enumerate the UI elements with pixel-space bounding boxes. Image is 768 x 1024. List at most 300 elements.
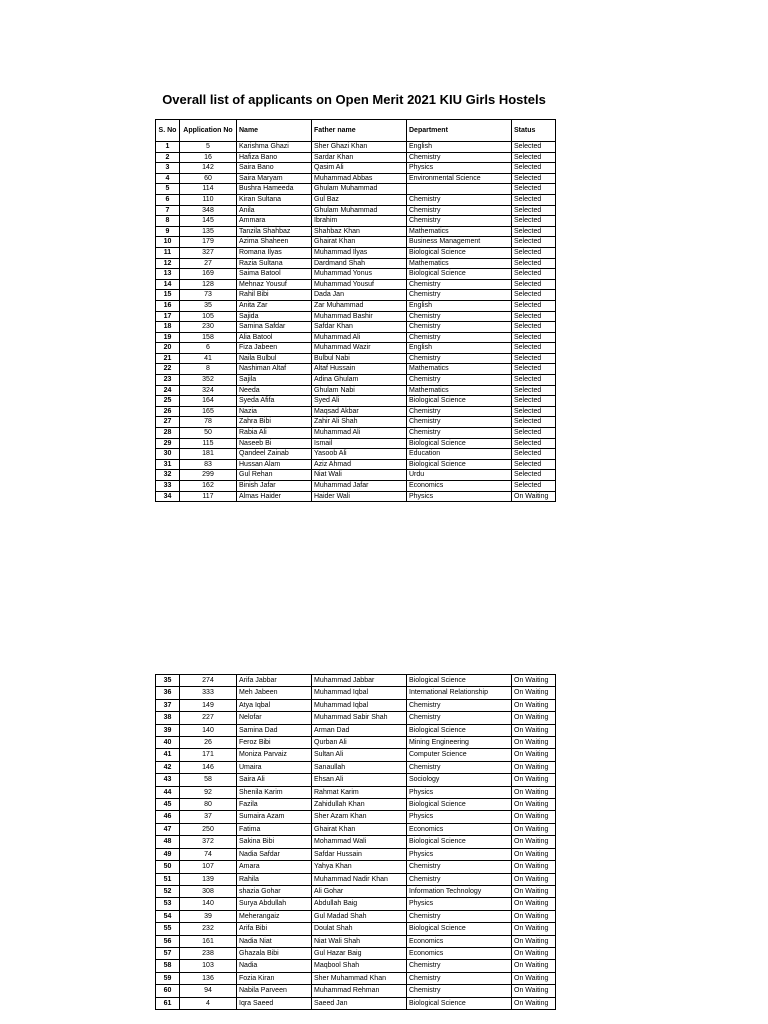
serial-number-cell: 44 (156, 786, 180, 798)
department-cell: English (407, 142, 512, 153)
department-cell: Biological Science (407, 459, 512, 470)
father-name-cell: Syed Ali (312, 396, 407, 407)
serial-number-cell: 14 (156, 279, 180, 290)
status-cell: Selected (512, 152, 556, 163)
application-number-cell: 162 (180, 481, 237, 492)
department-cell: Chemistry (407, 861, 512, 873)
serial-number-cell: 53 (156, 898, 180, 910)
table-row (156, 675, 556, 687)
table-row (156, 972, 556, 984)
status-cell: Selected (512, 247, 556, 258)
department-cell: Economics (407, 935, 512, 947)
applicant-name-cell: Saira Bano (237, 163, 312, 174)
applicant-name-cell: Saira Maryam (237, 173, 312, 184)
department-cell: Biological Science (407, 997, 512, 1009)
table-row (156, 142, 556, 153)
father-name-cell: Zahir Ali Shah (312, 417, 407, 428)
department-cell: Chemistry (407, 873, 512, 885)
application-number-cell: 169 (180, 269, 237, 280)
department-cell: Chemistry (407, 205, 512, 216)
status-cell: Selected (512, 406, 556, 417)
status-cell: On Waiting (512, 712, 556, 724)
department-cell: Physics (407, 163, 512, 174)
department-cell: Chemistry (407, 406, 512, 417)
father-name-cell: Altaf Hussain (312, 364, 407, 375)
status-cell: Selected (512, 269, 556, 280)
serial-number-cell: 4 (156, 173, 180, 184)
father-name-cell: Ghulam Nabi (312, 385, 407, 396)
serial-number-cell: 36 (156, 687, 180, 699)
status-cell: On Waiting (512, 848, 556, 860)
status-cell: Selected (512, 364, 556, 375)
father-name-cell: Muhammad Sabir Shah (312, 712, 407, 724)
applicants-table-page-2 (155, 674, 556, 1010)
serial-number-cell: 3 (156, 163, 180, 174)
serial-number-cell: 42 (156, 761, 180, 773)
table-row (156, 836, 556, 848)
table-row (156, 786, 556, 798)
serial-number-cell: 10 (156, 237, 180, 248)
father-name-cell: Arman Dad (312, 724, 407, 736)
applicant-name-cell: Binish Jafar (237, 481, 312, 492)
serial-number-cell: 50 (156, 861, 180, 873)
department-cell: Environmental Science (407, 173, 512, 184)
application-number-cell: 179 (180, 237, 237, 248)
department-cell: Chemistry (407, 712, 512, 724)
application-number-cell: 78 (180, 417, 237, 428)
father-name-cell: Muhammad Jafar (312, 481, 407, 492)
department-cell: Biological Science (407, 836, 512, 848)
applicant-name-cell: Saira Ali (237, 774, 312, 786)
applicant-name-cell: Ammara (237, 216, 312, 227)
status-cell: Selected (512, 322, 556, 333)
applicant-name-cell: shazia Gohar (237, 885, 312, 897)
table-row (156, 428, 556, 439)
table-row (156, 364, 556, 375)
father-name-cell: Dada Jan (312, 290, 407, 301)
applicant-name-cell: Naila Bulbul (237, 353, 312, 364)
father-name-cell: Abdullah Baig (312, 898, 407, 910)
applicant-name-cell: Hussan Alam (237, 459, 312, 470)
department-cell: Chemistry (407, 428, 512, 439)
table-row (156, 724, 556, 736)
department-cell: Business Management (407, 237, 512, 248)
department-cell: International Relationship (407, 687, 512, 699)
status-cell: On Waiting (512, 749, 556, 761)
applicant-name-cell: Moniza Parvaiz (237, 749, 312, 761)
department-cell: Mathematics (407, 385, 512, 396)
status-cell: Selected (512, 184, 556, 195)
table-row (156, 898, 556, 910)
serial-number-cell: 24 (156, 385, 180, 396)
serial-number-cell: 11 (156, 247, 180, 258)
father-name-cell: Muhammad Abbas (312, 173, 407, 184)
table-row (156, 823, 556, 835)
serial-number-cell: 49 (156, 848, 180, 860)
serial-number-cell: 1 (156, 142, 180, 153)
applicant-name-cell: Razia Sultana (237, 258, 312, 269)
father-name-cell: Ghulam Muhammad (312, 184, 407, 195)
serial-number-cell: 23 (156, 375, 180, 386)
application-number-cell: 50 (180, 428, 237, 439)
department-cell: Mathematics (407, 226, 512, 237)
department-cell: Education (407, 449, 512, 460)
serial-number-cell: 54 (156, 910, 180, 922)
status-cell: On Waiting (512, 675, 556, 687)
status-cell: On Waiting (512, 947, 556, 959)
status-cell: Selected (512, 205, 556, 216)
serial-number-cell: 20 (156, 343, 180, 354)
table-row (156, 173, 556, 184)
application-number-cell: 164 (180, 396, 237, 407)
status-cell: Selected (512, 470, 556, 481)
department-cell: Physics (407, 811, 512, 823)
department-cell: English (407, 300, 512, 311)
page-title: Overall list of applicants on Open Merit 2021 KIU Girls Hostels (162, 92, 546, 107)
table-row (156, 687, 556, 699)
applicant-name-cell: Rahila (237, 873, 312, 885)
father-name-cell: Ismail (312, 438, 407, 449)
table-row (156, 947, 556, 959)
father-name-cell: Yasoob Ali (312, 449, 407, 460)
table-row (156, 343, 556, 354)
application-number-cell: 73 (180, 290, 237, 301)
status-cell: Selected (512, 311, 556, 322)
father-name-cell: Dardmand Shah (312, 258, 407, 269)
status-cell: Selected (512, 459, 556, 470)
table-row (156, 848, 556, 860)
table-row (156, 322, 556, 333)
status-cell: Selected (512, 385, 556, 396)
serial-number-cell: 41 (156, 749, 180, 761)
father-name-cell: Aziz Ahmad (312, 459, 407, 470)
applicant-name-cell: Atya Iqbal (237, 699, 312, 711)
status-cell: On Waiting (512, 885, 556, 897)
father-name-cell: Saeed Jan (312, 997, 407, 1009)
table-row (156, 861, 556, 873)
father-name-cell: Muhammad Rehman (312, 985, 407, 997)
application-number-cell: 6 (180, 343, 237, 354)
applicant-name-cell: Ghazala Bibi (237, 947, 312, 959)
applicant-name-cell: Amara (237, 861, 312, 873)
table-row (156, 290, 556, 301)
header-status: Status (512, 120, 556, 142)
table-row (156, 761, 556, 773)
status-cell: Selected (512, 173, 556, 184)
application-number-cell: 5 (180, 142, 237, 153)
status-cell: On Waiting (512, 699, 556, 711)
serial-number-cell: 52 (156, 885, 180, 897)
application-number-cell: 92 (180, 786, 237, 798)
application-number-cell: 110 (180, 194, 237, 205)
applicant-name-cell: Anila (237, 205, 312, 216)
header-application-number: Application No (180, 120, 237, 142)
applicant-name-cell: Meherangaiz (237, 910, 312, 922)
applicant-name-cell: Fozia Kiran (237, 972, 312, 984)
father-name-cell: Qasim Ali (312, 163, 407, 174)
table-row (156, 216, 556, 227)
applicant-name-cell: Sumaira Azam (237, 811, 312, 823)
applicant-name-cell: Nadia Safdar (237, 848, 312, 860)
department-cell: Urdu (407, 470, 512, 481)
application-number-cell: 39 (180, 910, 237, 922)
application-number-cell: 74 (180, 848, 237, 860)
father-name-cell: Muhammad Ali (312, 332, 407, 343)
application-number-cell: 117 (180, 491, 237, 502)
serial-number-cell: 58 (156, 960, 180, 972)
application-number-cell: 140 (180, 724, 237, 736)
department-cell: Biological Science (407, 799, 512, 811)
father-name-cell: Safdar Khan (312, 322, 407, 333)
applicant-name-cell: Romana Ilyas (237, 247, 312, 258)
status-cell: On Waiting (512, 761, 556, 773)
status-cell: On Waiting (512, 737, 556, 749)
status-cell: On Waiting (512, 687, 556, 699)
table-row (156, 935, 556, 947)
table-row (156, 152, 556, 163)
serial-number-cell: 28 (156, 428, 180, 439)
application-number-cell: 16 (180, 152, 237, 163)
application-number-cell: 140 (180, 898, 237, 910)
father-name-cell: Muhammad Ali (312, 428, 407, 439)
department-cell: Information Technology (407, 885, 512, 897)
status-cell: On Waiting (512, 836, 556, 848)
father-name-cell: Niat Wali Shah (312, 935, 407, 947)
father-name-cell: Muhammad Yousuf (312, 279, 407, 290)
status-cell: On Waiting (512, 960, 556, 972)
applicant-name-cell: Fazila (237, 799, 312, 811)
application-number-cell: 114 (180, 184, 237, 195)
serial-number-cell: 61 (156, 997, 180, 1009)
father-name-cell: Qurban Ali (312, 737, 407, 749)
serial-number-cell: 21 (156, 353, 180, 364)
header-father-name: Father name (312, 120, 407, 142)
serial-number-cell: 39 (156, 724, 180, 736)
application-number-cell: 136 (180, 972, 237, 984)
father-name-cell: Sultan Ali (312, 749, 407, 761)
applicant-name-cell: Fiza Jabeen (237, 343, 312, 354)
applicant-name-cell: Samina Dad (237, 724, 312, 736)
status-cell: On Waiting (512, 910, 556, 922)
applicant-name-cell: Saima Batool (237, 269, 312, 280)
serial-number-cell: 34 (156, 491, 180, 502)
status-cell: On Waiting (512, 823, 556, 835)
applicant-name-cell: Rabia Ali (237, 428, 312, 439)
department-cell: Chemistry (407, 279, 512, 290)
table-row (156, 811, 556, 823)
serial-number-cell: 47 (156, 823, 180, 835)
table-row (156, 279, 556, 290)
serial-number-cell: 22 (156, 364, 180, 375)
department-cell: Chemistry (407, 761, 512, 773)
application-number-cell: 238 (180, 947, 237, 959)
applicant-name-cell: Hafiza Bano (237, 152, 312, 163)
application-number-cell: 58 (180, 774, 237, 786)
father-name-cell: Muhammad Nadir Khan (312, 873, 407, 885)
serial-number-cell: 48 (156, 836, 180, 848)
applicant-name-cell: Sajila (237, 375, 312, 386)
status-cell: Selected (512, 332, 556, 343)
table-row (156, 237, 556, 248)
applicant-name-cell: Meh Jabeen (237, 687, 312, 699)
applicant-name-cell: Alia Batool (237, 332, 312, 343)
father-name-cell: Adina Ghulam (312, 375, 407, 386)
application-number-cell: 105 (180, 311, 237, 322)
serial-number-cell: 56 (156, 935, 180, 947)
status-cell: Selected (512, 163, 556, 174)
serial-number-cell: 8 (156, 216, 180, 227)
application-number-cell: 327 (180, 247, 237, 258)
father-name-cell: Muhammad Yonus (312, 269, 407, 280)
applicant-name-cell: Karishma Ghazi (237, 142, 312, 153)
table-header-row (156, 120, 556, 142)
department-cell: Chemistry (407, 375, 512, 386)
status-cell: Selected (512, 258, 556, 269)
table-row (156, 491, 556, 502)
applicant-name-cell: Arifa Jabbar (237, 675, 312, 687)
status-cell: On Waiting (512, 799, 556, 811)
department-cell: Chemistry (407, 216, 512, 227)
department-cell: Physics (407, 898, 512, 910)
table-row (156, 375, 556, 386)
applicants-table-page-1 (155, 119, 556, 502)
father-name-cell: Muhammad Wazir (312, 343, 407, 354)
department-cell: Biological Science (407, 247, 512, 258)
applicant-name-cell: Zahra Bibi (237, 417, 312, 428)
header-serial-number: S. No (156, 120, 180, 142)
application-number-cell: 161 (180, 935, 237, 947)
father-name-cell: Sher Muhammad Khan (312, 972, 407, 984)
father-name-cell: Mohammad Wali (312, 836, 407, 848)
table-row (156, 311, 556, 322)
application-number-cell: 37 (180, 811, 237, 823)
application-number-cell: 299 (180, 470, 237, 481)
serial-number-cell: 38 (156, 712, 180, 724)
status-cell: On Waiting (512, 786, 556, 798)
application-number-cell: 41 (180, 353, 237, 364)
department-cell: Physics (407, 786, 512, 798)
serial-number-cell: 32 (156, 470, 180, 481)
department-cell: Chemistry (407, 417, 512, 428)
application-number-cell: 333 (180, 687, 237, 699)
father-name-cell: Muhammad Iqbal (312, 699, 407, 711)
serial-number-cell: 40 (156, 737, 180, 749)
table-row (156, 960, 556, 972)
applicant-name-cell: Arifa Bibi (237, 923, 312, 935)
status-cell: Selected (512, 279, 556, 290)
applicant-name-cell: Qandeel Zainab (237, 449, 312, 460)
application-number-cell: 165 (180, 406, 237, 417)
application-number-cell: 181 (180, 449, 237, 460)
department-cell: Chemistry (407, 910, 512, 922)
table-row (156, 799, 556, 811)
department-cell: Physics (407, 848, 512, 860)
department-cell: Biological Science (407, 269, 512, 280)
department-cell: Mathematics (407, 364, 512, 375)
serial-number-cell: 51 (156, 873, 180, 885)
father-name-cell: Muhammad Jabbar (312, 675, 407, 687)
father-name-cell: Gul Madad Shah (312, 910, 407, 922)
department-cell: Chemistry (407, 699, 512, 711)
status-cell: On Waiting (512, 491, 556, 502)
status-cell: On Waiting (512, 774, 556, 786)
status-cell: On Waiting (512, 935, 556, 947)
application-number-cell: 232 (180, 923, 237, 935)
application-number-cell: 171 (180, 749, 237, 761)
application-number-cell: 128 (180, 279, 237, 290)
serial-number-cell: 25 (156, 396, 180, 407)
application-number-cell: 60 (180, 173, 237, 184)
serial-number-cell: 18 (156, 322, 180, 333)
applicant-name-cell: Surya Abdullah (237, 898, 312, 910)
father-name-cell: Sardar Khan (312, 152, 407, 163)
applicant-name-cell: Nadia Niat (237, 935, 312, 947)
applicant-name-cell: Iqra Saeed (237, 997, 312, 1009)
father-name-cell: Zar Muhammad (312, 300, 407, 311)
applicant-name-cell: Nashiman Altaf (237, 364, 312, 375)
application-number-cell: 27 (180, 258, 237, 269)
table-row (156, 712, 556, 724)
father-name-cell: Ibrahim (312, 216, 407, 227)
table-row (156, 300, 556, 311)
father-name-cell: Muhammad Ilyas (312, 247, 407, 258)
applicant-name-cell: Nabila Parveen (237, 985, 312, 997)
father-name-cell: Niat Wali (312, 470, 407, 481)
applicant-name-cell: Needa (237, 385, 312, 396)
father-name-cell: Bulbul Nabi (312, 353, 407, 364)
table-row (156, 873, 556, 885)
applicant-name-cell: Almas Haider (237, 491, 312, 502)
department-cell: Biological Science (407, 675, 512, 687)
status-cell: Selected (512, 343, 556, 354)
serial-number-cell: 19 (156, 332, 180, 343)
table-row (156, 353, 556, 364)
serial-number-cell: 6 (156, 194, 180, 205)
status-cell: Selected (512, 417, 556, 428)
department-cell: Chemistry (407, 322, 512, 333)
department-cell: Chemistry (407, 972, 512, 984)
status-cell: Selected (512, 396, 556, 407)
table-row (156, 774, 556, 786)
status-cell: On Waiting (512, 985, 556, 997)
department-cell: Sociology (407, 774, 512, 786)
status-cell: On Waiting (512, 972, 556, 984)
serial-number-cell: 60 (156, 985, 180, 997)
application-number-cell: 227 (180, 712, 237, 724)
application-number-cell: 94 (180, 985, 237, 997)
father-name-cell: Doulat Shah (312, 923, 407, 935)
application-number-cell: 274 (180, 675, 237, 687)
serial-number-cell: 31 (156, 459, 180, 470)
applicant-name-cell: Azima Shaheen (237, 237, 312, 248)
table-row (156, 737, 556, 749)
table-row (156, 417, 556, 428)
serial-number-cell: 7 (156, 205, 180, 216)
table-row (156, 749, 556, 761)
application-number-cell: 35 (180, 300, 237, 311)
serial-number-cell: 55 (156, 923, 180, 935)
father-name-cell: Shahbaz Khan (312, 226, 407, 237)
serial-number-cell: 33 (156, 481, 180, 492)
status-cell: Selected (512, 353, 556, 364)
application-number-cell: 83 (180, 459, 237, 470)
department-cell: Biological Science (407, 724, 512, 736)
serial-number-cell: 9 (156, 226, 180, 237)
application-number-cell: 103 (180, 960, 237, 972)
table-row (156, 997, 556, 1009)
status-cell: Selected (512, 194, 556, 205)
status-cell: Selected (512, 237, 556, 248)
